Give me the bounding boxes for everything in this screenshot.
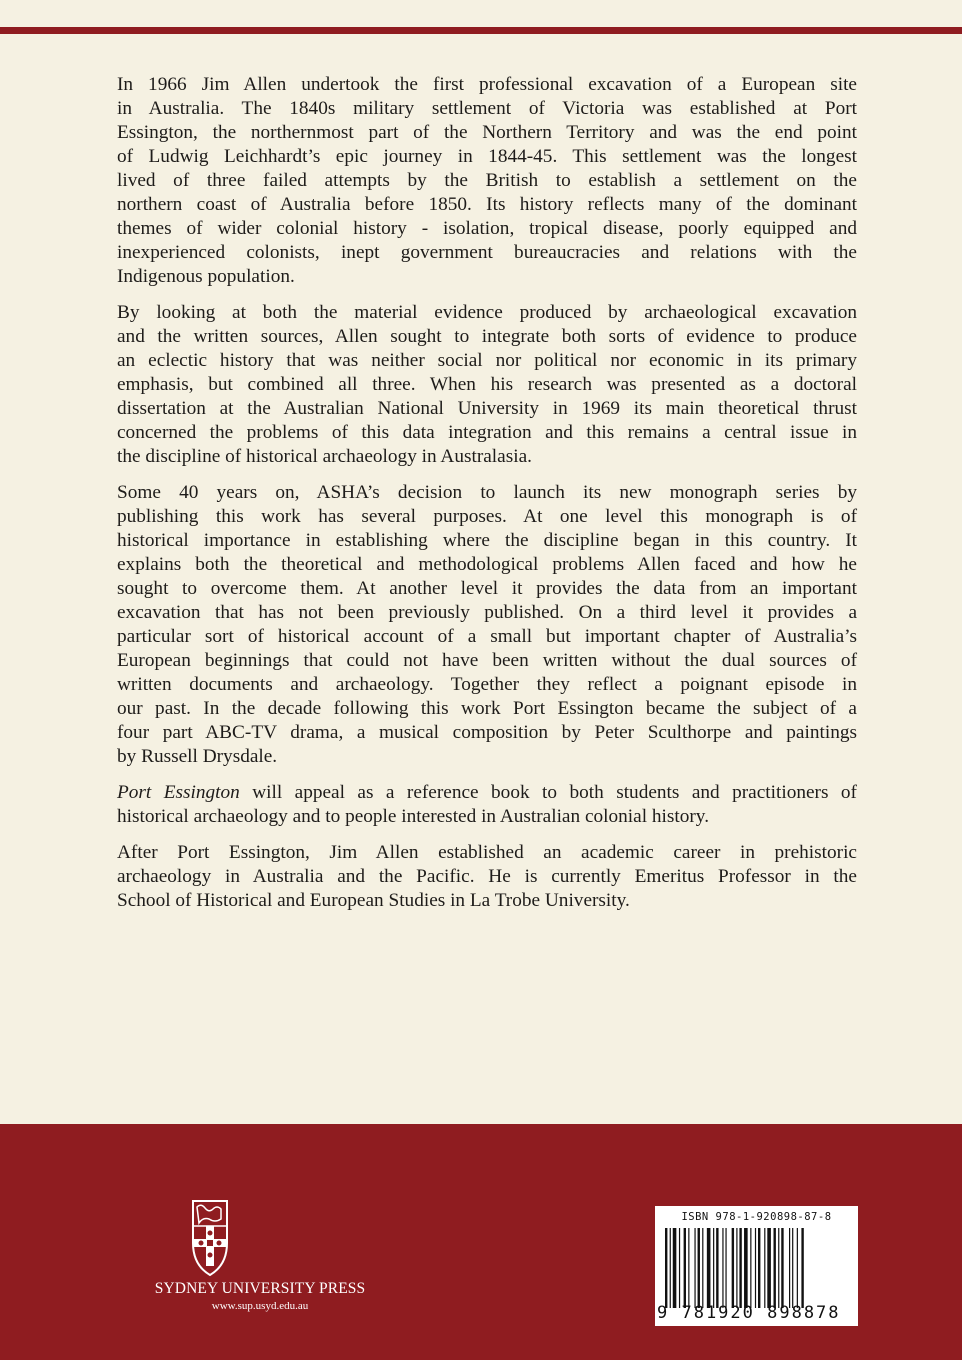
text-line: historical archaeology and to people interested in Australian colonial history. bbox=[117, 806, 710, 827]
text-line: historical importance in establishing where the discipline began in this country. It bbox=[117, 530, 857, 551]
barcode-bar bbox=[797, 1228, 798, 1308]
publisher-url: www.sup.usyd.edu.au bbox=[211, 1300, 309, 1312]
text-line: Indigenous population. bbox=[117, 266, 295, 287]
paragraph bbox=[117, 301, 857, 469]
text-line: themes of wider colonial history - isolation, tropical disease, poorly equipped and bbox=[117, 218, 857, 239]
barcode-bar bbox=[750, 1228, 751, 1308]
university-crest-icon bbox=[191, 1199, 229, 1277]
text-line: the discipline of historical archaeology in Australasia. bbox=[117, 446, 532, 467]
paragraph bbox=[117, 841, 857, 913]
barcode-bar bbox=[702, 1228, 703, 1308]
text-line: Some 40 years on, ASHA’s decision to launch its new monograph series by bbox=[117, 482, 857, 503]
barcode-bar bbox=[694, 1228, 695, 1308]
text-line: northern coast of Australia before 1850. Its history reflects many of the dominant bbox=[117, 194, 857, 215]
top-stripe bbox=[0, 27, 962, 34]
barcode-bar bbox=[744, 1228, 748, 1308]
barcode-bar bbox=[739, 1228, 741, 1308]
book-title: Port Essington bbox=[117, 782, 240, 803]
barcode-bar bbox=[778, 1228, 779, 1308]
barcode-bar bbox=[725, 1228, 726, 1308]
text-line: particular sort of historical account of a small but important chapter of Australia’s bbox=[117, 626, 857, 647]
text-line: After Port Essington, Jim Allen established an academic career in prehistoric bbox=[117, 842, 857, 863]
paragraph bbox=[117, 781, 857, 829]
text-line: written documents and archaeology. Together they reflect a poignant episode in bbox=[117, 674, 857, 695]
text-line: explains both the theoretical and methodological problems Allen faced and how he bbox=[117, 554, 857, 575]
barcode-bar bbox=[774, 1228, 776, 1308]
barcode-bars bbox=[665, 1228, 851, 1308]
barcode-bar bbox=[758, 1228, 760, 1308]
barcode-bar bbox=[736, 1228, 737, 1308]
text-line: Essington, the northernmost part of the Northern Territory and was the end point bbox=[117, 122, 857, 143]
text-line bbox=[117, 781, 857, 805]
text-line: in Australia. The 1840s military settlement of Victoria was established at Port bbox=[117, 98, 857, 119]
paragraph bbox=[117, 73, 857, 289]
barcode-bar bbox=[767, 1228, 771, 1308]
barcode-bar bbox=[670, 1228, 671, 1308]
text-line: and the written sources, Allen sought to integrate both sorts of evidence to produce bbox=[117, 326, 857, 347]
barcode-digits: 9 781920 898878 bbox=[657, 1303, 841, 1323]
publisher-name: SYDNEY UNIVERSITY PRESS bbox=[154, 1280, 366, 1297]
paragraph bbox=[117, 481, 857, 769]
barcode-bar bbox=[764, 1228, 765, 1308]
text-line: European beginnings that could not have been written without the dual sources of bbox=[117, 650, 857, 671]
isbn-label: ISBN 978-1-920898-87-8 bbox=[681, 1211, 832, 1223]
text-line: archaeology in Australia and the Pacific. He is currently Emeritus Professor in the bbox=[117, 866, 857, 887]
blurb-text bbox=[117, 73, 857, 925]
barcode-bar bbox=[707, 1228, 711, 1308]
text-line: inexperienced colonists, inept government bureaucracies and relations with the bbox=[117, 242, 857, 263]
barcode-bar bbox=[755, 1228, 756, 1308]
barcode-bar bbox=[673, 1228, 677, 1308]
barcode-bar bbox=[789, 1228, 790, 1308]
text-line: lived of three failed attempts by the British to establish a settlement on the bbox=[117, 170, 857, 191]
text-line: dissertation at the Australian National University in 1969 its main theoretical thrust bbox=[117, 398, 857, 419]
text-line: sought to overcome them. At another level it provides the data from an important bbox=[117, 578, 857, 599]
barcode-bar bbox=[713, 1228, 714, 1308]
text-line: our past. In the decade following this work Port Essington became the subject of a bbox=[117, 698, 857, 719]
barcode-bar bbox=[665, 1228, 667, 1308]
isbn-barcode bbox=[655, 1206, 858, 1326]
barcode-bar bbox=[792, 1228, 793, 1308]
barcode-bar bbox=[684, 1228, 686, 1308]
text-run: will appeal as a reference book to both students and practitioners of bbox=[239, 782, 857, 803]
text-line: In 1966 Jim Allen undertook the first professional excavation of a European site bbox=[117, 74, 857, 95]
text-line: By looking at both the material evidence produced by archaeological excavation bbox=[117, 302, 857, 323]
text-line: an eclectic history that was neither social nor political nor economic in its primary bbox=[117, 350, 857, 371]
barcode-bar bbox=[722, 1228, 723, 1308]
text-line: of Ludwig Leichhardt’s epic journey in 1844-45. This settlement was the longest bbox=[117, 146, 857, 167]
text-line: concerned the problems of this data integration and this remains a central issue in bbox=[117, 422, 857, 443]
barcode-bar bbox=[732, 1228, 734, 1308]
barcode-bar bbox=[716, 1228, 718, 1308]
barcode-bar bbox=[698, 1228, 700, 1308]
text-line: publishing this work has several purposes. At one level this monograph is of bbox=[117, 506, 857, 527]
barcode-bar bbox=[801, 1228, 803, 1308]
text-line: excavation that has not been previously published. On a third level it provides a bbox=[117, 602, 857, 623]
text-line: emphasis, but combined all three. When his research was presented as a doctoral bbox=[117, 374, 857, 395]
barcode-bar bbox=[688, 1228, 689, 1308]
text-line: by Russell Drysdale. bbox=[117, 746, 278, 767]
text-line: four part ABC-TV drama, a musical composition by Peter Sculthorpe and paintings bbox=[117, 722, 857, 743]
barcode-bar bbox=[781, 1228, 783, 1308]
barcode-bar bbox=[679, 1228, 680, 1308]
text-line: School of Historical and European Studies in La Trobe University. bbox=[117, 890, 630, 911]
